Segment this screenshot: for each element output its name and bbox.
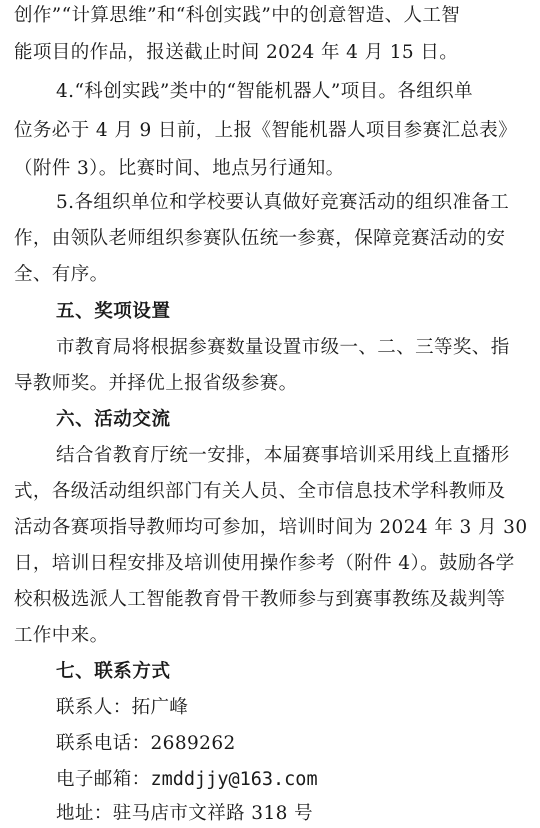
item4-line-1: 4.“科创实践”类中的“智能机器人”项目。各组织单	[56, 81, 473, 102]
contact-address: 地址：驻马店市文祥路 318 号	[56, 803, 313, 824]
intro-line-1: 创作”“计算思维”和“科创实践”中的创意智造、人工智	[14, 5, 461, 26]
section5-line-2: 导教师奖。并择优上报省级参赛。	[14, 373, 298, 394]
contact-phone: 联系电话：2689262	[56, 733, 236, 754]
section6-line-6: 工作中来。	[14, 625, 109, 646]
section6-line-3: 活动各赛项指导教师均可参加，培训时间为 2024 年 3 月 30	[14, 517, 528, 538]
section6-line-5: 校积极选派人工智能教育骨干教师参与到赛事教练及裁判等	[14, 589, 506, 610]
section6-line-1: 结合省教育厅统一安排，本届赛事培训采用线上直播形	[56, 445, 510, 466]
item5-line-2: 作，由领队老师组织参赛队伍统一参赛，保障竞赛活动的安	[14, 228, 506, 249]
item5-line-3: 全、有序。	[14, 264, 109, 285]
item5-line-1: 5.各组织单位和学校要认真做好竞赛活动的组织准备工	[56, 192, 510, 213]
email-label: 电子邮箱：	[56, 769, 151, 790]
contact-person: 联系人：拓广峰	[56, 697, 189, 718]
section6-line-4: 日，培训日程安排及培训使用操作参考（附件 4）。鼓励各学	[14, 553, 515, 574]
section5-heading: 五、奖项设置	[56, 301, 171, 322]
section6-heading: 六、活动交流	[56, 409, 171, 430]
email-value[interactable]: zmddjjy@163.com	[150, 769, 318, 790]
section6-line-2: 式，各级活动组织部门有关人员、全市信息技术学科教师及	[14, 481, 506, 502]
section7-heading: 七、联系方式	[56, 661, 171, 682]
section5-line-1: 市教育局将根据参赛数量设置市级一、二、三等奖、指	[56, 337, 510, 358]
item4-line-3: （附件 3）。比赛时间、地点另行通知。	[14, 158, 345, 179]
contact-email	[56, 766, 318, 794]
item4-line-2: 位务必于 4 月 9 日前，上报《智能机器人项目参赛汇总表》	[14, 120, 518, 141]
intro-line-2: 能项目的作品，报送截止时间 2024 年 4 月 15 日。	[14, 42, 459, 63]
